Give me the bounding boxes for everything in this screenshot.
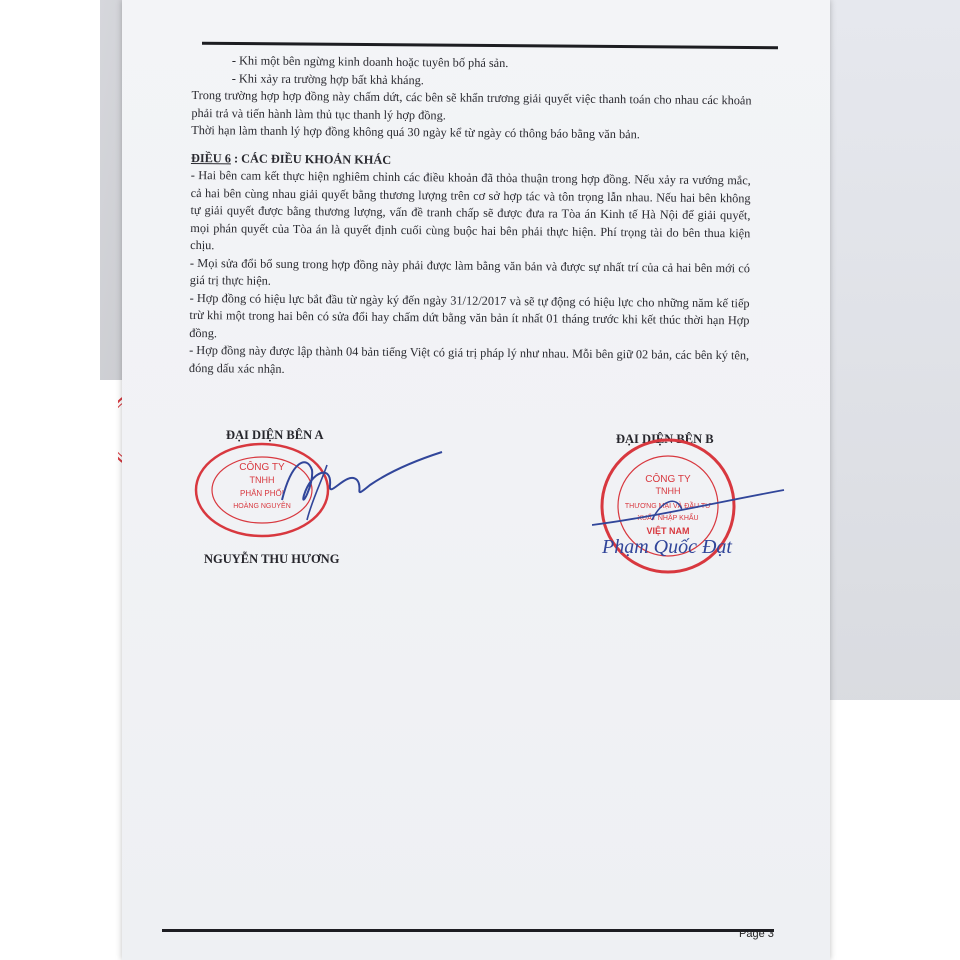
background-bottom-right — [830, 700, 960, 960]
liquidation-deadline: Thời hạn làm thanh lý hợp đồng không quá 30 ngày kể từ ngày có thông báo bằng văn bản. — [191, 122, 640, 142]
stamp-b-line-4: XUẤT NHẬP KHẨU — [637, 515, 699, 522]
background-right — [830, 0, 960, 720]
footer-rule — [162, 929, 774, 932]
article-6-paragraph-3: - Hợp đồng có hiệu lực bắt đầu từ ngày ký đến ngày 31/12/2017 và sẽ tự động có hiệu lực cho những năm kế tiếp trừ khi một trong hai bên có sửa đổi hay chấm dứt bằng văn bản ít nhất 01 tháng trước khi kết thúc thời hạn Hợp đồng. — [189, 290, 750, 340]
stamp-a-line-3: PHÂN PHỐI — [239, 489, 285, 498]
stamp-b-line-5: VIỆT NAM — [646, 526, 690, 536]
article-6-label: ĐIỀU 6 — [190, 150, 232, 165]
stamp-b-line-3: THƯƠNG MẠI VÀ ĐẦU TƯ — [624, 503, 712, 510]
header-rule — [202, 42, 778, 49]
stamp-b-line-2: TNHH — [655, 486, 681, 496]
stamp-a-line-2: TNHH — [249, 475, 275, 485]
article-6-paragraph-2: - Mọi sửa đổi bổ sung trong hợp đồng này phải được làm bằng văn bản và được sự nhất trí của cả hai bên mới có giá trị thực hiện. — [189, 255, 751, 288]
party-a-signature — [249, 440, 452, 530]
termination-item-1: - Khi một bên ngừng kinh doanh hoặc tuyên bố phá sản. — [231, 53, 509, 71]
document-page — [122, 0, 830, 960]
party-b-label: ĐẠI DIỆN BÊN B — [616, 432, 714, 446]
party-b-signature-stroke — [592, 480, 792, 540]
document-body — [189, 52, 752, 382]
termination-item-2: - Khi xảy ra trường hợp bất khả kháng. — [231, 70, 424, 87]
stamp-b-line-1: CÔNG TY — [645, 474, 691, 485]
party-a-label: ĐẠI DIỆN BÊN A — [226, 428, 324, 442]
stamp-a-line-1: CÔNG TY — [239, 462, 285, 473]
article-6-title: : CÁC ĐIỀU KHOẢN KHÁC — [230, 150, 392, 167]
termination-paragraph: Trong trường hợp hợp đồng này chấm dứt, các bên sẽ khẩn trương giải quyết việc thanh toán cho nhau các khoản phải trả và tiến hành làm thủ tục thanh lý hợp đồng. — [191, 87, 752, 122]
stamp-a-line-4: HOÀNG NGUYÊN — [233, 503, 291, 510]
page-number: Page 3 — [739, 928, 774, 940]
party-a-name: NGUYỄN THU HƯƠNG — [204, 552, 340, 566]
article-6-paragraph-1: - Hai bên cam kết thực hiện nghiêm chỉnh các điều khoản đã thỏa thuận trong hợp đồng. Nếu xảy ra vướng mắc, cả hai bên cùng nhau giải quyết bằng thương lượng trên cơ sở hợp tác và tôn trọng lẫn nhau. Nếu hai bên không tự giải quyết được bằng thương lượng, vấn đề tranh chấp sẽ được đưa ra Tòa án Kinh tế Hà Nội để giải quyết, mọi phán quyết của Tòa án là quyết định cuối cùng buộc hai bên phải thực hiện. Phí trọng tài do bên thua kiện chịu. — [190, 167, 751, 253]
party-b-signature: Phạm Quốc Đạt — [602, 536, 732, 558]
article-6-paragraph-4: - Hợp đồng này được lập thành 04 bản tiếng Việt có giá trị pháp lý như nhau. Mỗi bên giữ 02 bản, các bên ký tên, đóng dấu xác nhận. — [188, 342, 750, 376]
